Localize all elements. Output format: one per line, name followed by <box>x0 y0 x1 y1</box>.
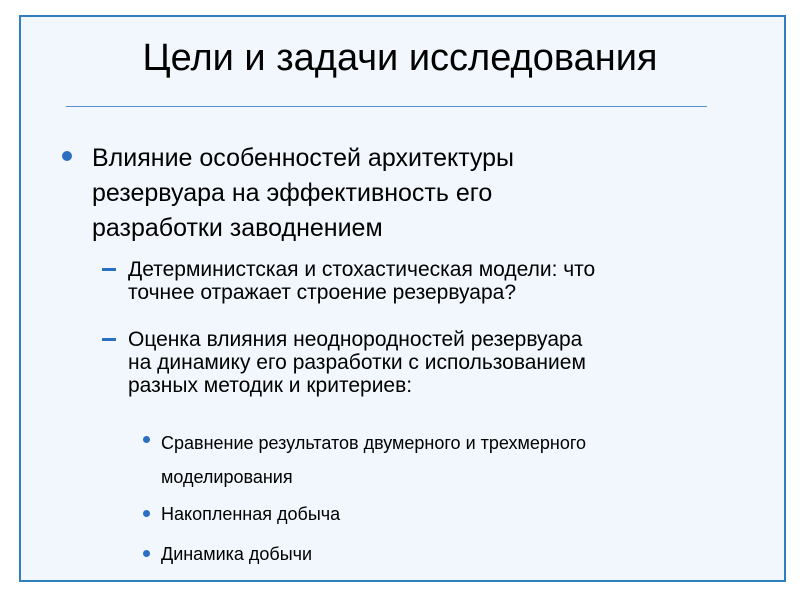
list-item-line-2: моделирования <box>161 467 293 487</box>
sub-bullet-1 <box>128 258 748 304</box>
sub-bullet-2-line-3: разных методик и критериев: <box>128 374 413 397</box>
sub-bullet-2-line-1: Оценка влияния неоднородностей резервуара <box>128 328 583 351</box>
list-item <box>161 426 761 494</box>
sub-bullet-2-line-2: на динамику его разработки с использованием <box>128 351 586 374</box>
title-divider <box>66 106 707 107</box>
item-bullet-icon <box>143 510 150 517</box>
main-bullet-line-2: резервуара на эффективность его <box>92 179 493 207</box>
main-bullet-text <box>92 141 712 246</box>
list-item: Динамика добычи <box>161 544 313 564</box>
sub-bullet-1-line-2: точнее отражает строение резервуара? <box>128 281 517 304</box>
main-bullet-line-1: Влияние особенностей архитектуры <box>92 144 515 172</box>
slide-title: Цели и задачи исследования <box>142 37 658 79</box>
dash-bullet-icon <box>102 338 116 341</box>
item-bullet-icon <box>143 436 150 443</box>
sub-bullet-1-line-1: Детерминистская и стохастическая модели: что <box>128 258 596 281</box>
sub-bullet-2 <box>128 328 748 397</box>
item-bullet-icon <box>143 550 150 557</box>
list-item: Накопленная добыча <box>161 504 341 524</box>
dash-bullet-icon <box>102 268 116 271</box>
main-bullet-line-3: разработки заводнением <box>92 214 383 242</box>
list-item-line-1: Сравнение результатов двумерного и трехмерного <box>161 433 587 453</box>
bullet-dot-icon <box>62 151 72 161</box>
